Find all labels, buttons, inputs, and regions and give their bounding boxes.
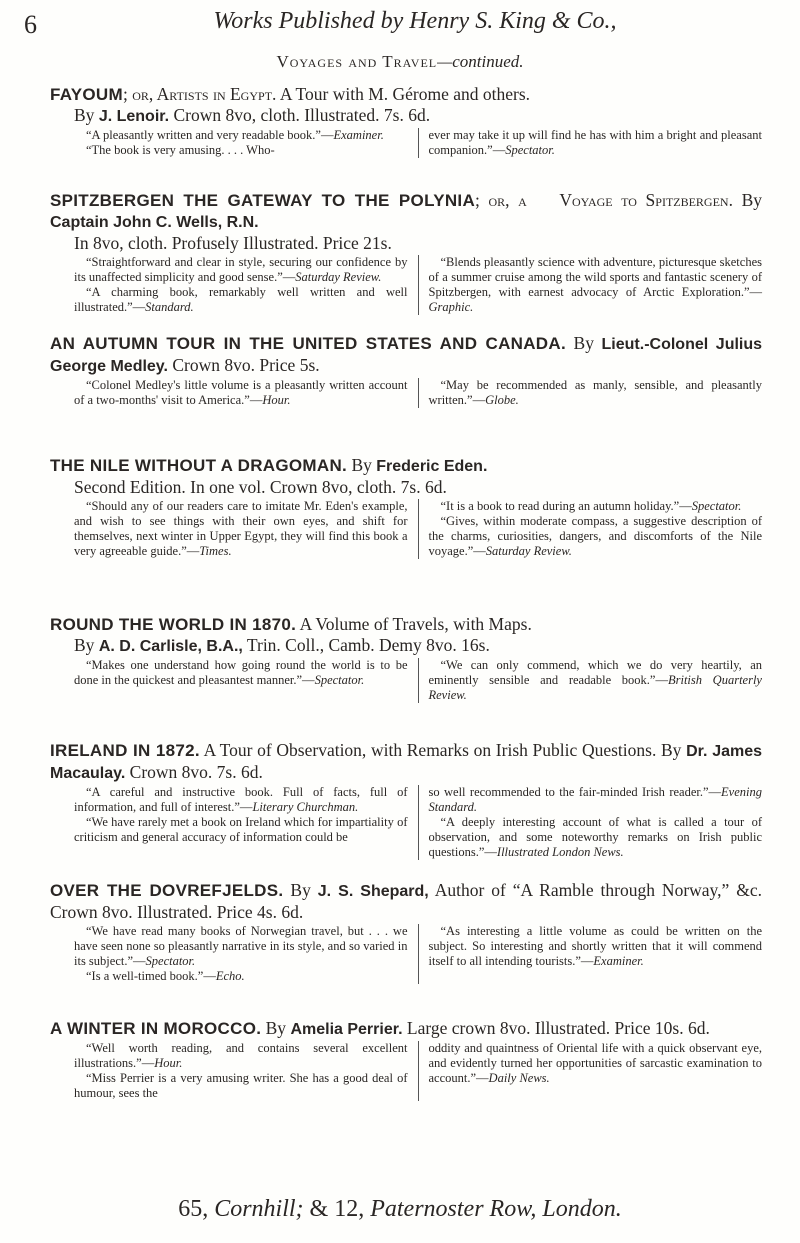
book-subtitle: ; or, a	[475, 190, 527, 210]
press-quote	[74, 285, 408, 315]
book-title: THE NILE WITHOUT A DRAGOMAN.	[50, 456, 348, 475]
book-author: J. Lenoir.	[98, 108, 170, 125]
press-quotes	[74, 924, 762, 984]
quote-text: “Is a well-timed book.”—	[86, 969, 216, 983]
quotes-left	[74, 924, 418, 984]
entry-byline	[50, 635, 762, 657]
book-details: Crown 8vo, cloth. Illustrated. 7s. 6d.	[173, 105, 431, 125]
quote-text: “A pleasantly written and very readable book.”—	[86, 128, 334, 142]
by-label: By	[74, 635, 95, 655]
book-details: In 8vo, cloth. Profusely Illustrated. Price 21s.	[74, 233, 392, 253]
quote-text: so well recommended to the fair-minded Irish reader.”—	[428, 785, 722, 799]
quotes-right	[418, 785, 763, 860]
book-author: Amelia Perrier.	[290, 1021, 403, 1038]
book-details: Crown 8vo. 7s. 6d.	[129, 762, 263, 782]
book-details: Author of “A Ramble through Norway,” &c. Crown 8vo. Illustrated. Price 4s. 6d.	[50, 880, 763, 922]
book-entry	[50, 614, 762, 703]
press-quote	[429, 658, 763, 703]
quotes-left	[74, 128, 418, 158]
address-street: Cornhill;	[214, 1196, 304, 1222]
quote-text: “We can only commend, which we do very heartily, an eminently sensible and readable book.”—	[428, 658, 762, 687]
press-quote	[74, 128, 408, 143]
quote-text: oddity and quaintness of Oriental life with a quick observant eye, and evidently turned her opportunities of sarcastic examination to account.”—	[428, 1041, 762, 1085]
quote-text: “Well worth reading, and contains several excellent illustrations.”—	[74, 1041, 408, 1070]
quote-text: “Makes one understand how going round the world is to be done in the quickest and pleasantest manner.”—	[74, 658, 408, 687]
book-title: IRELAND IN 1872.	[50, 741, 200, 760]
book-entry	[50, 333, 762, 408]
book-details: Crown 8vo. Price 5s.	[172, 355, 320, 375]
press-quote	[429, 1041, 763, 1086]
section-title-main: Voyages and Travel	[276, 52, 438, 71]
press-quote	[74, 1041, 408, 1071]
quotes-right	[418, 924, 763, 984]
quote-source: Graphic.	[428, 300, 474, 314]
press-quote	[74, 255, 408, 285]
quote-text: “Should any of our readers care to imitate Mr. Eden's example, and wish to see things with their own eyes, and shift for themselves, next winter in Upper Egypt, they will find this book a very agreeable guide.”—	[74, 499, 408, 558]
quotes-right	[418, 378, 763, 408]
book-entry	[50, 190, 762, 315]
quote-text: “A charming book, remarkably well written and well illustrated.”—	[74, 285, 408, 314]
quotes-right	[418, 255, 763, 315]
book-details: Trin. Coll., Camb. Demy 8vo. 16s.	[246, 635, 490, 655]
book-author: A. D. Carlisle, B.A.,	[98, 638, 243, 655]
book-title: OVER THE DOVREFJELDS.	[50, 881, 284, 900]
book-subtitle-cont: A Tour with M. Gérome and others.	[279, 84, 531, 104]
quotes-right	[418, 658, 763, 703]
quote-text: “As interesting a little volume as could be written on the subject. So interesting and shortly written that it will commend itself to all intending tourists.”—	[428, 924, 762, 968]
press-quote	[429, 924, 763, 969]
quotes-left	[74, 499, 418, 559]
quotes-left	[74, 1041, 418, 1101]
ampersand: &	[309, 1196, 329, 1222]
quotes-left	[74, 378, 418, 408]
quote-text: “A careful and instructive book. Full of facts, full of information, and full of interest.”—	[74, 785, 408, 814]
quote-source: Evening Standard.	[428, 785, 762, 814]
press-quote	[429, 255, 763, 315]
book-author: Dr. James Macaulay.	[50, 743, 763, 782]
by-label: By	[351, 455, 372, 475]
entry-heading	[50, 84, 762, 127]
quote-source: Saturday Review.	[295, 270, 382, 284]
press-quote	[74, 1071, 408, 1101]
by-label: By	[74, 105, 95, 125]
press-quotes	[74, 128, 762, 158]
by-label: By	[573, 333, 594, 353]
quote-source: Hour.	[154, 1056, 183, 1070]
quotes-right	[418, 128, 763, 158]
book-details: Second Edition. In one vol. Crown 8vo, cloth. 7s. 6d.	[74, 477, 447, 497]
quote-source: Spectator.	[145, 954, 196, 968]
press-quote	[74, 378, 408, 408]
quote-source: Examiner.	[593, 954, 644, 968]
entry-heading	[50, 880, 762, 923]
press-quotes	[74, 378, 762, 408]
book-author: Frederic Eden.	[376, 458, 488, 475]
press-quotes	[74, 785, 762, 860]
quote-source: British Quarterly Review.	[428, 673, 762, 702]
running-head: Works Published by Henry S. King & Co.,	[213, 8, 617, 34]
quote-source: Hour.	[262, 393, 291, 407]
entry-byline	[50, 105, 762, 127]
quote-source: Spectator.	[691, 499, 742, 513]
address-number: 65,	[178, 1196, 209, 1222]
quote-source: Globe.	[485, 393, 519, 407]
press-quote	[429, 128, 763, 158]
quote-source: Saturday Review.	[485, 544, 572, 558]
quote-text: “Gives, within moderate compass, a suggestive description of the charms, curiosities, dangers, and discomforts of the Nile voyage.”—	[428, 514, 762, 558]
book-entry	[50, 1018, 762, 1101]
by-label: By	[661, 740, 682, 760]
quotes-left	[74, 255, 418, 315]
quote-text: “We have rarely met a book on Ireland which for impartiality of criticism and general accuracy of information could be	[74, 815, 408, 844]
book-title: FAYOUM	[50, 85, 123, 104]
quote-source: Examiner.	[333, 128, 384, 142]
entry-heading	[50, 455, 762, 498]
book-entry	[50, 84, 762, 158]
by-label: By	[741, 190, 762, 210]
press-quotes	[74, 658, 762, 703]
press-quotes	[74, 499, 762, 559]
book-subtitle: A Volume of Travels, with Maps.	[299, 614, 532, 634]
press-quote	[429, 378, 763, 408]
quote-text: “May be recommended as manly, sensible, and pleasantly written.”—	[428, 378, 762, 407]
quotes-right	[418, 1041, 763, 1101]
book-author: J. S. Shepard,	[317, 883, 429, 900]
quote-source: Spectator.	[505, 143, 555, 157]
press-quotes	[74, 255, 762, 315]
entry-heading	[50, 1018, 762, 1040]
entry-heading	[50, 333, 762, 377]
address-street: Paternoster Row, London.	[370, 1196, 622, 1222]
quote-source: Times.	[199, 544, 232, 558]
quote-source: Spectator.	[314, 673, 365, 687]
quote-text: “It is a book to read during an autumn holiday.”—	[440, 499, 692, 513]
book-entry	[50, 880, 762, 984]
quote-source: Literary Churchman.	[252, 800, 359, 814]
press-quote	[74, 815, 408, 845]
press-quote	[74, 143, 408, 158]
page-header	[0, 6, 800, 46]
quote-text: “A deeply interesting account of what is called a tour of observation, and some noteworthy remarks on Irish public questions.”—	[428, 815, 762, 859]
book-subtitle-cont: Voyage to Spitzbergen.	[559, 190, 733, 210]
book-title: SPITZBERGEN THE GATEWAY TO THE POLYNIA	[50, 191, 476, 210]
section-title	[0, 52, 800, 72]
press-quote	[429, 514, 763, 559]
quote-text: “Colonel Medley's little volume is a pleasantly written account of a two-months' visit to America.”—	[74, 378, 408, 407]
book-subtitle: ; or, Artists in Egypt.	[122, 84, 277, 104]
book-title: ROUND THE WORLD IN 1870.	[50, 615, 297, 634]
press-quote	[74, 499, 408, 559]
by-label: By	[265, 1018, 287, 1038]
quote-text: “We have read many books of Norwegian travel, but . . . we have seen none so pleasantly narrative in its style, and so varied in its subject.”—	[74, 924, 408, 968]
quotes-right	[418, 499, 763, 559]
page-number: 6	[24, 10, 37, 39]
press-quote	[74, 785, 408, 815]
quote-source: Standard.	[145, 300, 194, 314]
quote-source: Illustrated London News.	[496, 845, 624, 859]
press-quote	[74, 924, 408, 969]
press-quote	[429, 499, 763, 514]
entry-heading	[50, 614, 762, 657]
entry-heading	[50, 190, 762, 254]
quote-text: “Blends pleasantly science with adventure, picturesque sketches of a summer cruise among the wild sports and fantastic scenery of Spitzbergen, with earnest advocacy of Arctic Exploration.”—	[428, 255, 762, 299]
book-entry	[50, 455, 762, 559]
section-title-suffix: —continued.	[437, 52, 524, 71]
by-label: By	[290, 880, 311, 900]
press-quote	[429, 785, 763, 815]
quote-source: Echo.	[215, 969, 245, 983]
quote-text: “Miss Perrier is a very amusing writer. She has a good deal of humour, sees the	[74, 1071, 408, 1100]
book-entry	[50, 740, 762, 860]
book-author: Lieut.-Colonel Julius George Medley.	[50, 336, 763, 375]
book-author: Captain John C. Wells, R.N.	[50, 214, 259, 231]
press-quote	[74, 658, 408, 688]
quote-source: Daily News.	[488, 1071, 550, 1085]
book-title: A WINTER IN MOROCCO.	[50, 1019, 262, 1038]
book-title: AN AUTUMN TOUR IN THE UNITED STATES AND CANADA.	[50, 334, 566, 353]
press-quote	[74, 969, 408, 984]
address-number: 12,	[334, 1196, 365, 1222]
book-details: Large crown 8vo. Illustrated. Price 10s. 6d.	[406, 1018, 710, 1038]
press-quotes	[74, 1041, 762, 1101]
press-quote	[429, 815, 763, 860]
book-subtitle: A Tour of Observation, with Remarks on Irish Public Questions.	[203, 740, 657, 760]
quotes-left	[74, 785, 418, 860]
publisher-address-footer	[0, 1196, 800, 1223]
entry-heading	[50, 740, 762, 784]
quote-text: ever may take it up will find he has with him a bright and pleasant companion.”—	[428, 128, 762, 157]
quote-text: “Straightforward and clear in style, securing our confidence by its unaffected simplicity and good sense.”—	[74, 255, 408, 284]
quotes-left	[74, 658, 418, 703]
quote-text: “The book is very amusing. . . . Who-	[86, 143, 275, 157]
